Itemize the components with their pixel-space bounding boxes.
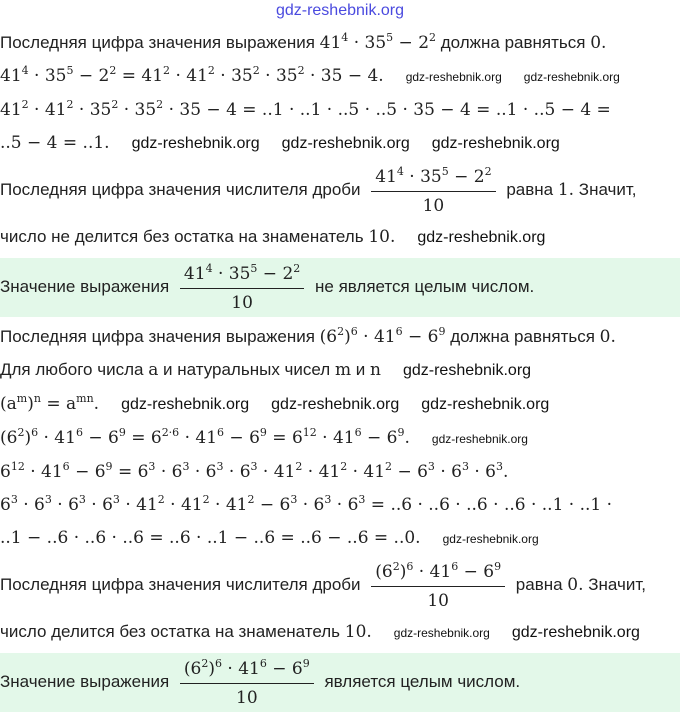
- exponent: 2: [295, 460, 303, 473]
- watermark: gdz-reshebnik.org: [417, 229, 546, 246]
- solution-line: [0, 559, 680, 612]
- math-expression: · 41: [24, 462, 63, 482]
- math-expression: ): [27, 394, 34, 414]
- solution-line: [0, 459, 680, 485]
- exponent: 4: [205, 262, 213, 275]
- exponent: 3: [148, 460, 156, 473]
- exponent: 3: [182, 460, 190, 473]
- math-expression: ..5 − 4 = ..1.: [0, 133, 110, 153]
- solution-line: [0, 619, 680, 646]
- exponent: 3: [324, 493, 332, 506]
- math-expression: ): [399, 562, 407, 582]
- fraction-denominator: [180, 684, 314, 709]
- exponent: n: [33, 392, 41, 405]
- watermark: gdz-reshebnik.org: [275, 2, 405, 19]
- watermark: gdz-reshebnik.org: [121, 396, 250, 413]
- text-segment: Значит,: [574, 179, 637, 199]
- exponent: 9: [397, 426, 405, 439]
- math-expression: · 41: [209, 495, 248, 515]
- math-expression: · 35: [403, 167, 442, 187]
- math-expression: − 6: [458, 562, 495, 582]
- math-expression: · 6: [468, 462, 496, 482]
- solution-line: [0, 425, 680, 452]
- solution-line: [0, 324, 680, 350]
- exponent: 2: [21, 98, 29, 111]
- math-expression: m: [334, 360, 352, 380]
- math-expression: − 6: [82, 428, 119, 448]
- math-expression: · 41: [179, 428, 218, 448]
- text-segment: Последняя цифра значения числителя дроби: [0, 574, 366, 594]
- math-expression: 41: [375, 167, 397, 187]
- exponent: 2: [111, 98, 119, 111]
- solution-line: [0, 357, 680, 384]
- math-expression: · 6: [17, 495, 45, 515]
- math-expression: .: [404, 428, 410, 448]
- math-expression: · 35: [118, 100, 157, 120]
- exponent: 2: [297, 64, 305, 77]
- exponent: 2: [17, 426, 25, 439]
- solution-line: [0, 30, 680, 56]
- math-expression: − 2: [448, 167, 485, 187]
- exponent: 4: [341, 31, 349, 44]
- math-expression: 41: [183, 264, 206, 284]
- exponent: 12: [302, 426, 317, 439]
- exponent: 4: [396, 165, 404, 178]
- math-expression: · 41: [38, 428, 76, 448]
- exponent: 2: [247, 493, 255, 506]
- exponent: 3: [112, 493, 120, 506]
- math-expression: · 6: [189, 462, 217, 482]
- text-segment: число делится без остатка на знаменатель: [0, 622, 345, 641]
- math-expression: · 35 − 4.: [304, 66, 384, 86]
- watermark: gdz-reshebnik.org: [431, 432, 528, 446]
- math-expression: 10.: [368, 227, 396, 247]
- math-expression: · 41: [316, 428, 355, 448]
- exponent: 2: [385, 460, 393, 473]
- math-expression: − 2: [73, 66, 110, 86]
- exponent: 6: [406, 560, 414, 573]
- watermark: gdz-reshebnik.org: [393, 626, 490, 640]
- exponent: 2·6: [161, 426, 180, 439]
- fraction: [371, 164, 495, 217]
- text-segment: Последняя цифра значения выражения: [0, 33, 320, 52]
- math-expression: − 6: [69, 462, 106, 482]
- math-expression: = 6: [112, 462, 149, 482]
- exponent: 2: [66, 98, 74, 111]
- solution-line: [0, 164, 680, 217]
- math-expression: · 41: [257, 462, 296, 482]
- solution-line: [0, 525, 680, 552]
- math-expression: .: [93, 394, 100, 414]
- exponent: 3: [216, 460, 224, 473]
- exponent: 5: [66, 64, 74, 77]
- text-segment: не является целым числом.: [310, 276, 535, 296]
- exponent: 6: [215, 657, 223, 670]
- text-segment: число не делится без остатка на знаменатель: [0, 227, 369, 246]
- text-segment: является целым числом.: [319, 671, 521, 691]
- math-expression: · 35: [259, 66, 298, 86]
- exponent: 6: [451, 560, 459, 573]
- math-expression: n: [370, 360, 381, 380]
- exponent: 2: [163, 64, 171, 77]
- math-expression: 41: [319, 33, 342, 53]
- watermark: gdz-reshebnik.org: [402, 362, 532, 379]
- text-segment: Последняя цифра значения выражения: [0, 327, 320, 346]
- text-segment: Значит,: [583, 574, 646, 594]
- exponent: 6: [31, 426, 39, 439]
- math-expression: · 41: [357, 327, 396, 347]
- exponent: 2: [392, 560, 400, 573]
- fraction-numerator: [371, 164, 495, 192]
- math-expression: · 6: [51, 495, 79, 515]
- exponent: 6: [395, 325, 403, 338]
- math-expression: (6: [375, 562, 393, 582]
- solution-line: [0, 391, 680, 418]
- solution-line: [0, 63, 680, 90]
- exponent: mn: [76, 392, 94, 405]
- math-expression: = 6: [266, 428, 303, 448]
- math-expression: · 35: [28, 66, 67, 86]
- text-segment: Значение выражения: [0, 671, 174, 691]
- math-expression: ): [344, 327, 351, 347]
- exponent: 5: [386, 31, 394, 44]
- math-expression: 41: [0, 66, 22, 86]
- exponent: 9: [118, 426, 126, 439]
- math-expression: 0.: [567, 574, 584, 595]
- text-segment: и натуральных чисел: [158, 360, 335, 379]
- fraction-numerator: [371, 559, 505, 587]
- math-expression: 10: [231, 293, 253, 313]
- math-expression: ..1 − ..6 · ..6 · ..6 = ..6 · ..1 − ..6 = ..6 − ..6 = ..0.: [0, 528, 421, 548]
- math-expression: · 6: [297, 495, 325, 515]
- exponent: 3: [78, 493, 86, 506]
- math-expression: · 35: [348, 33, 387, 53]
- math-expression: (6: [319, 327, 338, 347]
- exponent: 6: [62, 460, 70, 473]
- text-segment: Для любого числа: [0, 360, 149, 379]
- math-expression: a: [148, 360, 159, 380]
- text-segment: должна равняться: [436, 33, 591, 52]
- math-expression: = 41: [116, 66, 164, 86]
- math-expression: · 41: [413, 562, 452, 582]
- exponent: 3: [495, 460, 503, 473]
- exponent: 3: [44, 493, 52, 506]
- exponent: 2: [201, 657, 209, 670]
- exponent: 2: [340, 460, 348, 473]
- math-expression: · 6: [223, 462, 251, 482]
- math-expression: = ..6 · ..6 · ..6 · ..6 · ..1 · ..1 ·: [365, 495, 613, 515]
- math-expression: 10: [427, 591, 449, 611]
- solution-line: [0, 130, 680, 157]
- exponent: 9: [302, 657, 310, 670]
- exponent: 9: [105, 460, 113, 473]
- math-expression: 1.: [557, 179, 575, 200]
- exponent: 3: [250, 460, 258, 473]
- watermark: gdz-reshebnik.org: [431, 135, 560, 152]
- exponent: 6: [217, 426, 225, 439]
- text-segment: равна: [511, 574, 568, 594]
- math-expression: ): [208, 659, 216, 679]
- math-expression: − 6: [392, 462, 428, 482]
- math-expression: − 6: [224, 428, 260, 448]
- exponent: 2: [337, 325, 345, 338]
- exponent: 2: [429, 31, 437, 44]
- fraction-numerator: [180, 261, 304, 289]
- math-expression: 10: [236, 688, 258, 708]
- watermark: gdz-reshebnik.org: [281, 135, 410, 152]
- exponent: 6: [354, 426, 362, 439]
- math-expression: · 6: [85, 495, 113, 515]
- exponent: 9: [259, 426, 267, 439]
- exponent: 2: [207, 64, 215, 77]
- watermark: gdz-reshebnik.org: [523, 70, 620, 84]
- math-expression: · 41: [119, 495, 158, 515]
- exponent: 2: [157, 493, 165, 506]
- math-expression: 6: [0, 495, 11, 515]
- math-expression: − 6: [254, 495, 291, 515]
- exponent: 5: [441, 165, 449, 178]
- math-expression: (a: [0, 394, 17, 414]
- math-expression: (6: [0, 428, 18, 448]
- fraction-numerator: [180, 656, 314, 684]
- math-expression: · 41: [28, 100, 67, 120]
- math-expression: · 41: [170, 66, 208, 86]
- exponent: 2: [156, 98, 164, 111]
- text-segment: и: [351, 360, 371, 379]
- exponent: 9: [438, 325, 446, 338]
- fraction-denominator: [180, 289, 304, 314]
- solution-line: [0, 224, 680, 251]
- math-expression: 6: [0, 462, 11, 482]
- fraction: [180, 261, 304, 314]
- highlight-box-2: [0, 653, 680, 712]
- text-segment: Значение выражения: [0, 276, 174, 296]
- math-expression: 0.: [590, 33, 607, 53]
- math-expression: − 6: [402, 327, 439, 347]
- math-expression: 10.: [344, 622, 372, 642]
- math-expression: 10: [422, 196, 445, 216]
- exponent: m: [16, 392, 28, 405]
- math-expression: = 6: [125, 428, 162, 448]
- solution-line: [0, 97, 680, 123]
- text-segment: равна: [501, 179, 558, 199]
- math-expression: · 41: [302, 462, 341, 482]
- watermark: gdz-reshebnik.org: [442, 532, 539, 546]
- math-expression: · 6: [331, 495, 359, 515]
- math-expression: · 41: [347, 462, 386, 482]
- math-expression: − 6: [361, 428, 398, 448]
- exponent: 6: [75, 426, 83, 439]
- math-expression: .: [502, 462, 509, 482]
- math-expression: − 6: [266, 659, 303, 679]
- math-expression: 41: [0, 100, 22, 120]
- exponent: 3: [290, 493, 298, 506]
- exponent: 6: [350, 325, 358, 338]
- fraction-denominator: [371, 587, 505, 612]
- solution-line: [0, 492, 680, 518]
- fraction-denominator: [371, 192, 495, 217]
- math-expression: − 2: [257, 264, 294, 284]
- math-expression: · 41: [164, 495, 203, 515]
- text-segment: Последняя цифра значения числителя дроби: [0, 179, 366, 199]
- math-expression: 0.: [599, 327, 616, 347]
- watermark: gdz-reshebnik.org: [131, 135, 260, 152]
- exponent: 3: [461, 460, 469, 473]
- exponent: 2: [252, 64, 260, 77]
- math-expression: · 6: [434, 462, 462, 482]
- math-expression: · 41: [222, 659, 260, 679]
- fraction: [371, 559, 505, 612]
- exponent: 12: [10, 460, 25, 473]
- exponent: 3: [427, 460, 435, 473]
- highlight-box-1: [0, 258, 680, 317]
- math-expression: − 2: [393, 33, 430, 53]
- math-expression: · 35: [212, 264, 251, 284]
- exponent: 4: [21, 64, 29, 77]
- math-expression: · 35: [214, 66, 253, 86]
- text-segment: должна равняться: [445, 327, 600, 346]
- solution-document: [0, 28, 680, 712]
- exponent: 2: [202, 493, 210, 506]
- math-expression: · 35 − 4 = ..1 · ..1 · ..5 · ..5 · 35 − 4 = ..1 · ..5 − 4 =: [163, 100, 611, 120]
- exponent: 2: [484, 165, 492, 178]
- math-expression: ): [24, 428, 32, 448]
- exponent: 2: [293, 262, 301, 275]
- watermark: gdz-reshebnik.org: [511, 624, 640, 641]
- math-expression: · 35: [73, 100, 112, 120]
- watermark: gdz-reshebnik.org: [405, 70, 502, 84]
- exponent: 2: [109, 64, 117, 77]
- exponent: 3: [10, 493, 18, 506]
- fraction: [180, 656, 314, 709]
- exponent: 6: [259, 657, 267, 670]
- exponent: 9: [494, 560, 502, 573]
- exponent: 5: [250, 262, 258, 275]
- math-expression: = a: [40, 394, 77, 414]
- math-expression: (6: [183, 659, 202, 679]
- watermark: gdz-reshebnik.org: [421, 396, 550, 413]
- math-expression: · 6: [155, 462, 183, 482]
- watermark: gdz-reshebnik.org: [271, 396, 400, 413]
- exponent: 3: [358, 493, 366, 506]
